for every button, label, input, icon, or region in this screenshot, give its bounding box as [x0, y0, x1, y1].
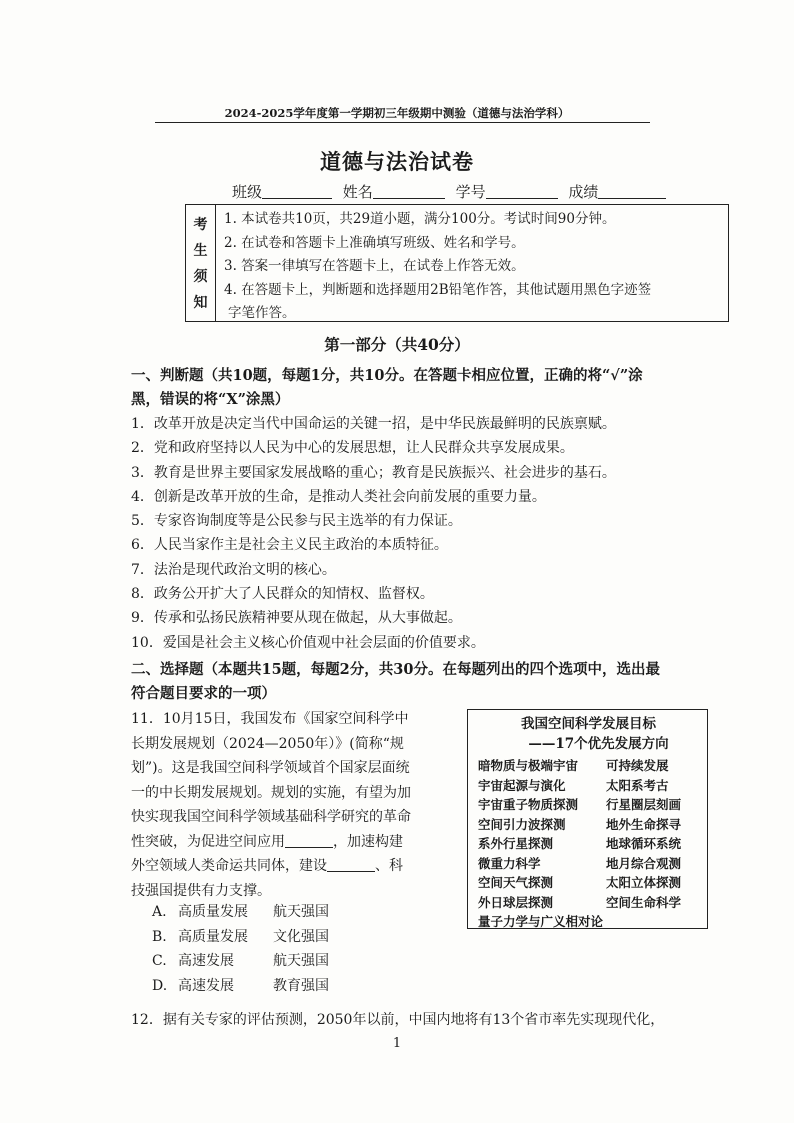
priority-directions-grid — [478, 756, 699, 932]
notice-item: 3. 答案一律填写在答题卡上，在试卷上作答无效。 — [224, 258, 525, 274]
box-title: 我国空间科学发展目标 — [521, 716, 656, 732]
class-label: 班级 — [232, 183, 263, 201]
priority-direction: 系外行星探测 — [478, 836, 554, 851]
question-line: 划”)。这是我国空间科学领域首个国家层面统 — [131, 760, 410, 776]
option-a[interactable] — [152, 900, 412, 925]
question-line: 技强国提供有力支撑。 — [131, 882, 271, 899]
space-science-goals-box — [467, 709, 708, 929]
question-11-options — [152, 900, 412, 998]
section-heading-choice — [131, 658, 691, 706]
page-number: 1 — [392, 1036, 402, 1051]
section-heading-line: 二、选择题（本题共15题，每题2分，共30分。在每题列出的四个选项中，选出最 — [131, 661, 660, 678]
option-b[interactable] — [152, 925, 412, 950]
notice-item: 字笔作答。 — [228, 305, 296, 321]
option-part-a: 高速发展 — [178, 977, 234, 994]
notice-label-char: 生 — [193, 243, 208, 259]
priority-direction: 量子力学与广义相对论 — [478, 914, 604, 929]
judgment-question: 10．爱国是社会主义核心价值观中社会层面的价值要求。 — [131, 634, 485, 651]
part-title: 第一部分（共40分） — [324, 335, 470, 354]
notice-label — [186, 205, 216, 321]
judgment-question: 9．传承和弘扬民族精神要从现在做起，从大事做起。 — [131, 610, 462, 627]
option-letter: B. — [152, 928, 167, 945]
question-line — [131, 854, 471, 879]
box-subtitle: ——17个优先发展方向 — [528, 736, 669, 752]
section-heading-line: 符合题目要求的一项） — [131, 685, 276, 702]
priority-direction: 宇宙起源与演化 — [478, 777, 566, 793]
priority-direction: 可持续发展 — [606, 758, 669, 773]
class-field[interactable] — [262, 182, 332, 199]
answer-blank — [285, 833, 333, 848]
score-field[interactable] — [598, 182, 666, 199]
option-c[interactable] — [152, 949, 412, 974]
judgment-question: 3．教育是世界主要国家发展战略的重心；教育是民族振兴、社会进步的基石。 — [131, 464, 616, 481]
option-part-a: 高速发展 — [178, 953, 234, 969]
question-text: 性突破，为促进空间应用 — [131, 833, 285, 850]
priority-direction: 地外生命探寻 — [606, 816, 682, 832]
question-line: 快实现我国空间科学领域基础科学研究的革命 — [131, 809, 411, 825]
judgment-question: 4．创新是改革开放的生命，是推动人类社会向前发展的重要力量。 — [131, 488, 546, 505]
option-part-b: 航天强国 — [273, 953, 329, 969]
question-text: 外空领域人类命运共同体，建设 — [131, 858, 327, 874]
priority-direction: 太阳系考古 — [606, 777, 669, 793]
section-heading-line: 一、判断题（共10题，每题1分，共10分。在答题卡相应位置，正确的将“√”涂 — [131, 367, 643, 384]
priority-direction: 行星圈层刻画 — [606, 797, 682, 812]
option-letter: A. — [152, 904, 167, 920]
priority-direction: 空间天气探测 — [478, 875, 554, 890]
section-heading-judgment — [131, 364, 691, 412]
notice-label-char: 考 — [193, 217, 208, 233]
judgment-question: 7．法治是现代政治文明的核心。 — [131, 561, 336, 578]
section-heading-line: 黑，错误的将“X”涂黑） — [131, 391, 290, 408]
judgment-question-list — [131, 412, 701, 655]
notice-item: 4. 在答题卡上，判断题和选择题用2B铅笔作答，其他试题用黑色字迹签 — [224, 281, 652, 298]
priority-direction: 地月综合观测 — [606, 855, 682, 871]
judgment-question: 2．党和政府坚持以人民为中心的发展思想，让人民群众共享发展成果。 — [131, 440, 574, 457]
option-part-a: 高质量发展 — [178, 904, 248, 920]
name-label: 姓名 — [342, 183, 373, 201]
exam-header: 2024-2025学年度第一学期初三年级期中测验（道德与法治学科） — [224, 106, 570, 120]
judgment-question: 1．改革开放是决定当代中国命运的关键一招，是中华民族最鲜明的民族禀赋。 — [131, 416, 616, 432]
question-text: 、科 — [375, 858, 403, 874]
judgment-question: 8．政务公开扩大了人民群众的知情权、监督权。 — [131, 586, 434, 603]
question-line — [131, 830, 471, 855]
header-divider — [155, 122, 650, 123]
priority-direction: 微重力科学 — [478, 855, 541, 871]
question-text: ，加速构建 — [333, 833, 403, 850]
page-title: 道德与法治试卷 — [320, 149, 474, 174]
student-info-row — [232, 181, 672, 202]
id-label: 学号 — [455, 183, 486, 201]
option-part-b: 教育强国 — [273, 977, 329, 994]
id-field[interactable] — [486, 182, 558, 199]
notice-items — [224, 208, 724, 326]
notice-label-char: 须 — [193, 269, 208, 285]
notice-item: 1. 本试卷共10页，共29道小题，满分100分。考试时间90分钟。 — [224, 211, 616, 227]
score-label: 成绩 — [568, 183, 599, 201]
priority-direction: 宇宙重子物质探测 — [478, 797, 579, 812]
option-d[interactable] — [152, 974, 412, 999]
priority-direction: 空间生命科学 — [606, 894, 682, 910]
name-field[interactable] — [373, 182, 445, 199]
answer-blank — [327, 857, 375, 872]
notice-item: 2. 在试卷和答题卡上准确填写班级、姓名和学号。 — [224, 234, 525, 251]
option-letter: C. — [152, 953, 167, 969]
question-11 — [131, 707, 471, 903]
option-part-b: 文化强国 — [273, 928, 329, 945]
candidate-notice-box — [185, 204, 729, 322]
option-letter: D. — [152, 977, 168, 994]
priority-direction: 地球循环系统 — [606, 836, 682, 851]
question-line: 一的中长期发展规划。规划的实施，有望为加 — [131, 784, 411, 801]
notice-label-char: 知 — [193, 295, 208, 311]
option-part-b: 航天强国 — [273, 904, 329, 920]
question-12: 12．据有关专家的评估预测，2050年以前，中国内地将有13个省市率先实现现代化， — [131, 1012, 665, 1028]
judgment-question: 6．人民当家作主是社会主义民主政治的本质特征。 — [131, 537, 448, 554]
judgment-question: 5．专家咨询制度等是公民参与民主选举的有力保证。 — [131, 513, 462, 530]
priority-direction: 太阳立体探测 — [606, 875, 682, 890]
priority-direction: 空间引力波探测 — [478, 816, 566, 832]
option-part-a: 高质量发展 — [178, 928, 248, 945]
priority-direction: 外日球层探测 — [478, 894, 554, 910]
priority-direction: 暗物质与极端宇宙 — [478, 758, 579, 773]
question-line: 长期发展规划（2024—2050年）》(简称“规 — [131, 735, 404, 752]
question-line: 11．10月15日，我国发布《国家空间科学中 — [131, 711, 409, 727]
